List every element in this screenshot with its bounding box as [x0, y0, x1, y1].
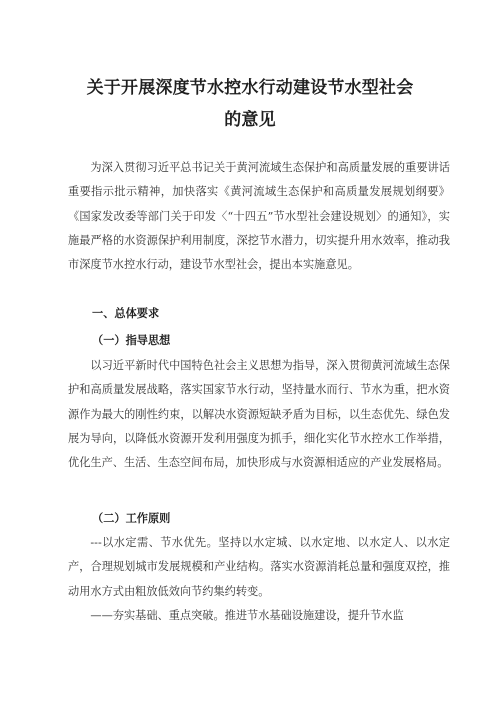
subsection-heading-guiding-ideology: （一）指导思想 [92, 334, 171, 347]
principle-paragraph-water-demand: ---以水定需、节水优先。坚持以水定城、以水定地、以水定人、以水定产，合理规划城市发展规模和产业结构。落实水资源消耗总量和强度双控，推动用水方式由粗放低效向节约集约转变。 [68, 536, 450, 598]
subsection-heading-working-principles: （二）工作原则 [92, 512, 171, 525]
principle-paragraph-foundation: ——夯实基础、重点突破。推进节水基础设施建设，提升节水监 [90, 609, 404, 622]
document-title-line1: 关于开展深度节水控水行动建设节水型社会 [86, 78, 414, 98]
document-title-line2: 的意见 [224, 110, 276, 130]
guiding-ideology-paragraph: 以习近平新时代中国特色社会主义思想为指导，深入贯彻黄河流域生态保护和高质量发展战略，落实国家节水行动，坚持量水而行、节水为重，把水资源作为最大的刚性约束，以解决水资源短缺矛盾为目标，以生态优先、绿色发展为导向，以降低水资源开发利用强度为抓手，细化实化节水控水工作举措，优化生产、生活、生态空间布局，加快形成与水资源相适应的产业发展格局。 [68, 359, 450, 470]
intro-paragraph: 为深入贯彻习近平总书记关于黄河流域生态保护和高质量发展的重要讲话重要指示批示精神，加快落实《黄河流域生态保护和高质量发展规划纲要》《国家发改委等部门关于印发〈“十四五”节水型社会建设规划〉的通知》，实施最严格的水资源保护利用制度，深挖节水潜力，切实提升用水效率，推动我市深度节水控水行动，建设节水型社会，提出本实施意见。 [68, 161, 450, 272]
section-heading-general-requirements: 一、总体要求 [92, 307, 160, 320]
